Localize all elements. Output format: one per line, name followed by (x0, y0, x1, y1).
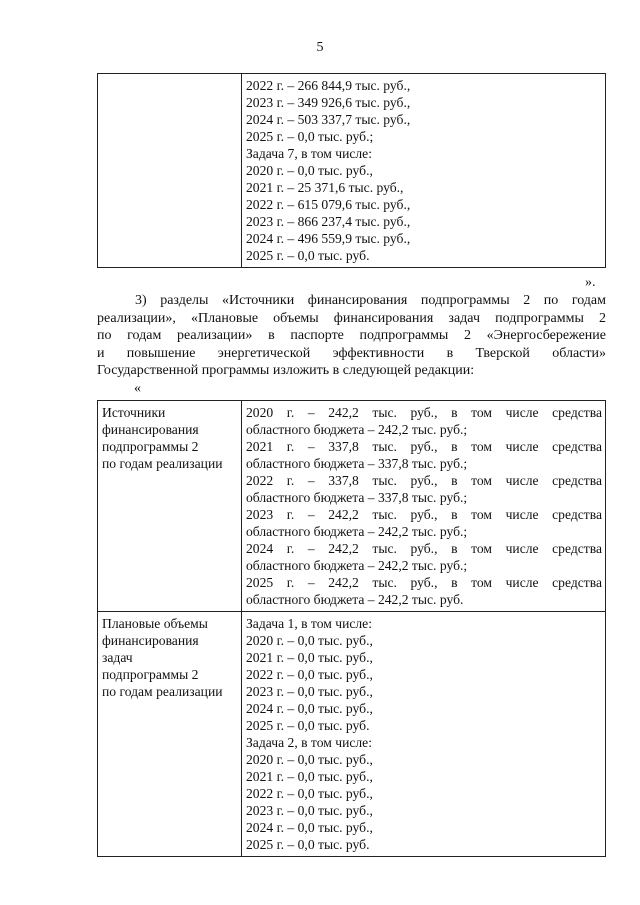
value-line: областного бюджета – 242,2 тыс. руб.; (246, 524, 468, 539)
label-line: подпрограммы 2 (102, 439, 199, 454)
value-line: областного бюджета – 242,2 тыс. руб.; (246, 422, 468, 437)
table-row (98, 401, 606, 612)
task-heading: Задача 7, в том числе: (246, 146, 372, 161)
value-line: 2022 г. – 0,0 тыс. руб., (246, 667, 373, 682)
value-line: 2023 г. – 0,0 тыс. руб., (246, 684, 373, 699)
label-line: финансирования (102, 633, 199, 648)
paragraph-line: 3) разделы «Источники финансирования подпрограммы 2 по годам (135, 293, 606, 308)
value-line: 2024 г. – 0,0 тыс. руб., (246, 820, 373, 835)
value-line: 2021 г. – 337,8 тыс. руб., в том числе средства (246, 439, 602, 454)
label-cell-planned-volumes (98, 612, 242, 857)
value-line: областного бюджета – 337,8 тыс. руб.; (246, 490, 468, 505)
value-line: 2025 г. – 242,2 тыс. руб., в том числе средства (246, 575, 602, 590)
value-line: 2025 г. – 0,0 тыс. руб.; (246, 129, 374, 144)
paragraph-line: Государственной программы изложить в следующей редакции: (97, 363, 475, 379)
value-line: областного бюджета – 242,2 тыс. руб. (246, 592, 464, 607)
label-line: Источники (102, 405, 166, 420)
table-continuation (97, 73, 606, 268)
label-line: по годам реализации (102, 684, 223, 699)
value-line: 2022 г. – 0,0 тыс. руб., (246, 786, 373, 801)
passport-table (97, 400, 606, 857)
value-line: 2024 г. – 0,0 тыс. руб., (246, 701, 373, 716)
value-line: 2023 г. – 349 926,6 тыс. руб., (246, 95, 411, 110)
value-line: областного бюджета – 242,2 тыс. руб.; (246, 558, 468, 573)
value-line: 2021 г. – 0,0 тыс. руб., (246, 650, 373, 665)
table-row (98, 74, 606, 268)
value-line: 2024 г. – 503 337,7 тыс. руб., (246, 112, 411, 127)
paragraph-line: реализации», «Плановые объемы финансирования задач подпрограммы 2 (97, 310, 606, 326)
task-heading: Задача 2, в том числе: (246, 735, 372, 750)
value-line: 2022 г. – 266 844,9 тыс. руб., (246, 78, 411, 93)
page-number: 5 (316, 40, 324, 55)
value-line: 2022 г. – 337,8 тыс. руб., в том числе средства (246, 473, 602, 488)
value-line: 2020 г. – 0,0 тыс. руб., (246, 752, 373, 767)
value-line: 2023 г. – 242,2 тыс. руб., в том числе средства (246, 507, 602, 522)
label-line: задач (102, 650, 133, 665)
value-line: 2021 г. – 25 371,6 тыс. руб., (246, 180, 404, 195)
open-quote: « (134, 381, 141, 396)
value-line: 2021 г. – 0,0 тыс. руб., (246, 769, 373, 784)
value-line: 2023 г. – 0,0 тыс. руб., (246, 803, 373, 818)
paragraph-line: и повышение энергетической эффективности в Тверской области» (97, 345, 606, 361)
value-line: 2020 г. – 0,0 тыс. руб., (246, 163, 373, 178)
value-line: 2022 г. – 615 079,6 тыс. руб., (246, 197, 411, 212)
value-line: 2024 г. – 496 559,9 тыс. руб., (246, 231, 411, 246)
value-line: 2020 г. – 0,0 тыс. руб., (246, 633, 373, 648)
value-cell (242, 612, 606, 857)
table-row (98, 612, 606, 857)
value-line: 2024 г. – 242,2 тыс. руб., в том числе средства (246, 541, 602, 556)
label-line: подпрограммы 2 (102, 667, 199, 682)
value-cell (242, 74, 606, 268)
value-cell (242, 401, 606, 612)
value-line: областного бюджета – 337,8 тыс. руб.; (246, 456, 468, 471)
label-line: по годам реализации (102, 456, 223, 471)
value-line: 2023 г. – 866 237,4 тыс. руб., (246, 214, 411, 229)
label-line: Плановые объемы (102, 616, 208, 631)
value-line: 2025 г. – 0,0 тыс. руб. (246, 248, 370, 263)
amendment-paragraph (97, 292, 606, 380)
value-line: 2025 г. – 0,0 тыс. руб. (246, 718, 370, 733)
label-line: финансирования (102, 422, 199, 437)
closing-quote: ». (585, 275, 596, 290)
value-line: 2025 г. – 0,0 тыс. руб. (246, 837, 370, 852)
paragraph-line: по годам реализации» в паспорте подпрограммы 2 «Энергосбережение (97, 328, 606, 344)
label-cell (98, 74, 242, 268)
value-line: 2020 г. – 242,2 тыс. руб., в том числе средства (246, 405, 602, 420)
task-heading: Задача 1, в том числе: (246, 616, 372, 631)
label-cell-funding-sources (98, 401, 242, 612)
